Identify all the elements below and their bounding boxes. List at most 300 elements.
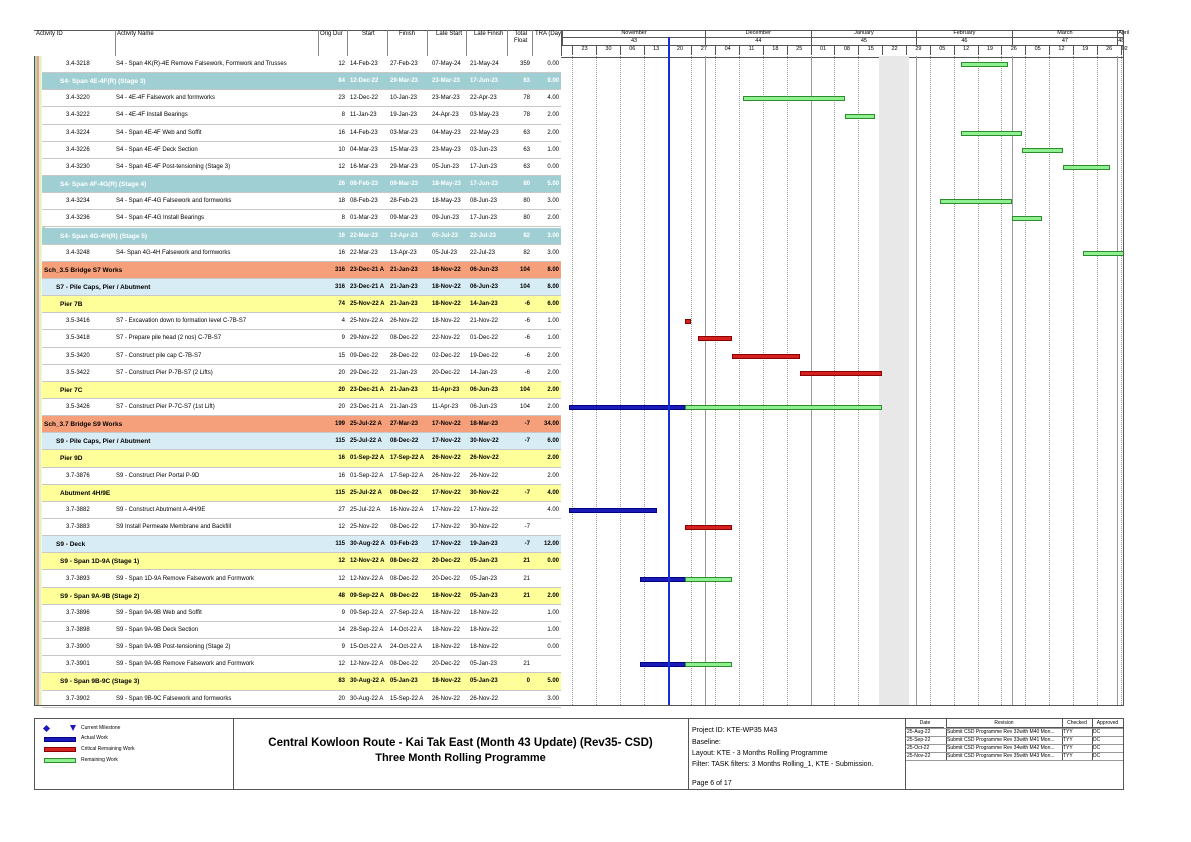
cell-name: S4 - Span 4E-4F Post-tensioning (Stage 3) — [116, 163, 231, 170]
gantt-bar-remaining[interactable] — [845, 114, 876, 119]
gantt-bar-actual[interactable] — [640, 662, 688, 667]
revision-row-line — [906, 728, 1123, 729]
cell-dur: 12 — [338, 575, 345, 582]
week-label: 04 — [715, 46, 739, 55]
cell-finish: 15-Mar-23 — [390, 146, 418, 153]
table-row[interactable] — [42, 210, 561, 227]
col-late-finish[interactable]: Late Finish — [474, 31, 504, 37]
gantt-bar-remaining[interactable] — [1022, 148, 1063, 153]
cell-ls: 18-Nov-22 — [432, 318, 461, 325]
legend-actual-work: Actual Work — [81, 735, 108, 741]
table-row[interactable] — [42, 519, 561, 536]
cell-ls: 18-Nov-22 — [432, 644, 461, 651]
cell-finish: 16-Nov-22 A — [390, 506, 424, 513]
cell-dur: 9 — [341, 609, 345, 616]
revision-divider — [1062, 719, 1063, 761]
cell-name: S4- Span 4E-4F(R) (Stage 3) — [60, 78, 146, 86]
week-gridline — [739, 56, 740, 705]
cell-ls: 17-Nov-22 — [432, 421, 461, 428]
legend-current-milestone: Current Milestone — [81, 725, 121, 731]
wbs-row[interactable] — [42, 176, 561, 193]
cell-tf: -6 — [524, 369, 530, 376]
cell-start: 29-Nov-22 — [350, 335, 379, 342]
cell-finish: 14-Oct-22 A — [390, 626, 423, 633]
table-row[interactable] — [42, 56, 561, 73]
wbs-row[interactable] — [42, 588, 561, 605]
cell-id: 3.5-3416 — [66, 318, 90, 325]
week-label: 06 — [620, 46, 644, 55]
cell-id: 3.7-3898 — [66, 626, 90, 633]
month-gridline — [811, 56, 812, 705]
table-row[interactable] — [42, 159, 561, 176]
wbs-row[interactable] — [42, 433, 561, 450]
cell-ls: 05-Jul-23 — [432, 249, 458, 256]
table-row[interactable] — [42, 468, 561, 485]
month-label: February — [916, 30, 1011, 38]
cell-ls: 20-Dec-22 — [432, 661, 461, 668]
table-row[interactable] — [42, 193, 561, 210]
week-label: 25 — [787, 46, 811, 55]
wbs-row[interactable] — [42, 450, 561, 467]
month-label: April — [1118, 30, 1130, 36]
cell-ls: 18-Nov-22 — [432, 626, 461, 633]
revision-cell: DC — [1093, 729, 1101, 735]
cell-finish: 08-Dec-22 — [390, 489, 419, 496]
week-gridline — [978, 56, 979, 705]
cell-finish: 08-Dec-22 — [390, 524, 419, 531]
cell-tra: 2.00 — [547, 592, 559, 599]
cell-finish: 15-Sep-22 A — [390, 695, 424, 702]
wbs-row[interactable] — [42, 262, 561, 279]
cell-finish: 21-Jan-23 — [390, 283, 418, 290]
cell-tra: 3.00 — [547, 695, 559, 702]
month-gridline — [916, 56, 917, 705]
cell-dur: 316 — [334, 266, 345, 273]
cell-tra: 6.00 — [547, 301, 559, 308]
cell-lf: 05-Jan-23 — [470, 558, 498, 565]
cell-ls: 05-Jul-23 — [432, 232, 459, 239]
cell-start: 09-Sep-22 A — [350, 609, 384, 616]
table-bottom-border — [34, 705, 1124, 706]
cell-lf: 26-Nov-22 — [470, 455, 499, 462]
holiday-shading — [879, 56, 910, 705]
cell-tra: 3.00 — [547, 249, 559, 256]
cell-dur: 16 — [338, 472, 345, 479]
col-start[interactable]: Start — [362, 31, 375, 37]
report-title: Central Kowloon Route - Kai Tak East (Month 43 Update) (Rev35- CSD) — [268, 737, 653, 749]
cell-name: S9 - Deck — [56, 541, 86, 549]
cell-lf: 06-Jun-23 — [470, 283, 499, 290]
cell-dur: 8 — [341, 215, 345, 222]
month-label: January — [811, 30, 917, 38]
cell-start: 09-Dec-22 — [350, 352, 379, 359]
cell-finish: 29-Mar-23 — [390, 78, 419, 85]
table-row[interactable] — [42, 605, 561, 622]
cell-name: S9 - Span 9A-9B Post-tensioning (Stage 2) — [116, 644, 231, 651]
gantt-bar-critical[interactable] — [685, 319, 692, 324]
week-label: 26 — [1097, 46, 1121, 55]
table-row[interactable] — [42, 90, 561, 107]
cell-tra: 2.00 — [547, 215, 559, 222]
table-row[interactable] — [42, 142, 561, 159]
cell-ls: 18-Nov-22 — [432, 609, 461, 616]
cell-tf: 80 — [523, 181, 530, 188]
cell-ls: 18-May-23 — [432, 181, 462, 188]
cell-name: S7 - Construct Pier P-7B-S7 (2 Lifts) — [116, 369, 213, 376]
cell-tf: 82 — [523, 232, 530, 239]
cell-tra: 1.00 — [547, 609, 559, 616]
cell-ls: 17-Nov-22 — [432, 541, 461, 548]
cell-dur: 12 — [338, 524, 345, 531]
cell-lf: 17-Nov-22 — [470, 506, 499, 513]
cell-start: 09-Sep-22 A — [350, 592, 385, 599]
gantt-bar-critical[interactable] — [698, 336, 732, 341]
gantt-bar-remaining[interactable] — [685, 662, 733, 667]
cell-finish: 21-Jan-23 — [390, 404, 418, 410]
cell-tra: 3.00 — [547, 232, 559, 239]
col-finish[interactable]: Finish — [399, 31, 416, 37]
cell-id: 3.7-3902 — [66, 695, 90, 702]
cell-tf: -7 — [524, 421, 530, 428]
col-activity-name[interactable]: Activity Name — [117, 31, 154, 37]
col-total-float-line2: Float — [514, 38, 528, 44]
table-row[interactable] — [42, 502, 561, 519]
cell-dur: 8 — [341, 112, 345, 119]
cell-tra: 2.00 — [547, 352, 559, 359]
cell-name: S7 - Excavation down to formation level C-7B-S7 — [116, 318, 247, 325]
cell-tf: -7 — [524, 541, 530, 548]
legend-actual-swatch — [44, 737, 76, 742]
cell-lf: 05-Jan-23 — [470, 592, 498, 599]
cell-tra: 12.00 — [543, 541, 559, 548]
cell-tra: 2.00 — [547, 472, 559, 479]
cell-tf: 104 — [519, 386, 530, 393]
revision-cell: TYY — [1063, 745, 1073, 751]
cell-tra: 5.00 — [547, 678, 559, 685]
cell-name: S4 - 4E-4F Falsework and formworks — [116, 95, 216, 102]
revision-row-line — [906, 744, 1123, 745]
revision-cell: 25-Oct-22 — [907, 745, 930, 751]
cell-dur: 16 — [338, 129, 345, 136]
cell-finish: 08-Dec-22 — [390, 661, 419, 668]
cell-start: 30-Aug-22 A — [350, 541, 385, 548]
cell-finish: 08-Dec-22 — [390, 558, 419, 565]
gantt-bar-remaining[interactable] — [1063, 165, 1111, 170]
table-row[interactable] — [42, 348, 561, 365]
week-label: 05 — [1025, 46, 1049, 55]
cell-name: S7 - Construct pile cap C-7B-S7 — [116, 352, 202, 359]
cell-start: 25-Nov-22 A — [350, 318, 384, 325]
cell-name: S9 - Construct Abutment A-4H/9E — [116, 506, 206, 513]
col-activity-id[interactable]: Activity ID — [36, 31, 63, 37]
col-late-start[interactable]: Late Start — [436, 31, 463, 37]
wbs-row[interactable] — [42, 673, 561, 690]
cell-start: 22-Mar-23 — [350, 232, 379, 239]
wbs-row[interactable] — [42, 228, 561, 245]
table-row[interactable] — [42, 365, 561, 382]
revision-cell: 25-Aug-22 — [907, 729, 931, 735]
cell-lf: 21-Nov-22 — [470, 318, 499, 325]
data-date-line — [668, 37, 670, 705]
cell-dur: 10 — [338, 146, 345, 153]
cell-ls: 22-Nov-22 — [432, 335, 461, 342]
cell-tf: 80 — [523, 198, 530, 205]
cell-start: 29-Dec-22 — [350, 369, 379, 376]
wbs-row[interactable] — [42, 485, 561, 502]
gantt-bar-critical[interactable] — [800, 371, 882, 376]
cell-start: 08-Feb-23 — [350, 181, 379, 188]
cell-id: 3.7-3901 — [66, 661, 90, 668]
month-number: 47 — [1012, 38, 1118, 46]
cell-id: 3.4-3220 — [66, 95, 90, 102]
cell-finish: 29-Mar-23 — [390, 163, 418, 170]
cell-dur: 16 — [338, 455, 345, 462]
cell-lf: 22-Jul-23 — [470, 232, 497, 239]
cell-name: S7 - Pile Caps, Pier / Abutment — [56, 283, 151, 291]
cell-tra: 4.00 — [547, 95, 559, 102]
cell-tf: 21 — [523, 558, 530, 565]
revision-cell: Submit CSD Programme Rev 33with M41 Mon... — [947, 737, 1055, 743]
gantt-bar-critical[interactable] — [732, 354, 800, 359]
month-gridline — [1012, 56, 1013, 705]
cell-dur: 316 — [334, 283, 345, 290]
cell-start: 23-Dec-21 A — [350, 386, 385, 393]
month-number: 46 — [916, 38, 1011, 46]
week-label: 29 — [906, 46, 930, 55]
cell-lf: 05-Jan-23 — [470, 661, 498, 668]
gantt-bar-actual[interactable] — [640, 577, 688, 582]
cell-tf: -6 — [524, 352, 530, 359]
cell-id: 3.5-3422 — [66, 369, 90, 376]
cell-dur: 12 — [338, 661, 345, 668]
wbs-row[interactable] — [42, 416, 561, 433]
cell-name: S9 - Construct Pier Portal P-9D — [116, 472, 200, 479]
cell-tra: 4.00 — [547, 489, 559, 496]
cell-finish: 27-Feb-23 — [390, 61, 418, 67]
cell-dur: 12 — [338, 61, 345, 67]
cell-ls: 04-May-23 — [432, 129, 461, 136]
week-label: 15 — [858, 46, 882, 55]
cell-finish: 10-Jan-23 — [390, 95, 418, 102]
revision-cell: TYY — [1063, 729, 1073, 735]
cell-ls: 26-Nov-22 — [432, 455, 461, 462]
cell-name: Sch_3.5 Bridge S7 Works — [44, 266, 123, 274]
table-row[interactable] — [42, 107, 561, 124]
gantt-bar-remaining[interactable] — [743, 96, 845, 101]
gantt-bar-remaining[interactable] — [1012, 216, 1043, 221]
cell-name: S4 - Span 4F-4G Falsework and formworks — [116, 198, 232, 205]
cell-name: S9 - Span 9A-9B (Stage 2) — [60, 592, 140, 600]
cell-lf: 14-Jan-23 — [470, 369, 498, 376]
table-row[interactable] — [42, 245, 561, 262]
cell-start: 16-Mar-23 — [350, 163, 378, 170]
cell-ls: 09-Jun-23 — [432, 215, 460, 222]
cell-tra: 2.00 — [547, 404, 559, 410]
table-row[interactable] — [42, 125, 561, 142]
gantt-bar-actual[interactable] — [569, 508, 658, 513]
cell-start: 01-Sep-22 A — [350, 472, 384, 479]
cell-lf: 19-Dec-22 — [470, 352, 499, 359]
gantt-bar-remaining[interactable] — [685, 405, 883, 410]
cell-dur: 20 — [338, 404, 345, 410]
cell-ls: 26-Nov-22 — [432, 695, 461, 702]
cell-finish: 13-Apr-23 — [390, 249, 417, 256]
cell-ls: 20-Dec-22 — [432, 558, 461, 565]
cell-lf: 06-Jun-23 — [470, 404, 498, 410]
cell-dur: 12 — [338, 558, 345, 565]
cell-lf: 17-Jun-23 — [470, 215, 498, 222]
week-gridline — [691, 56, 692, 705]
week-gridline — [1001, 56, 1002, 705]
gantt-bar-remaining[interactable] — [1083, 251, 1124, 256]
cell-finish: 08-Dec-22 — [390, 592, 419, 599]
cell-id: 3.4-3222 — [66, 112, 90, 119]
gantt-bar-remaining[interactable] — [961, 131, 1022, 136]
cell-id: 3.5-3426 — [66, 404, 90, 410]
table-row[interactable] — [42, 571, 561, 588]
revision-divider — [1092, 719, 1093, 761]
cell-lf: 30-Nov-22 — [470, 438, 499, 445]
cell-finish: 19-Jan-23 — [390, 112, 418, 119]
page-number: Page 6 of 17 — [692, 780, 732, 787]
wbs-row[interactable] — [42, 536, 561, 553]
cell-ls: 26-Nov-22 — [432, 472, 461, 479]
wbs-row[interactable] — [42, 382, 561, 399]
col-total-float[interactable] — [514, 31, 527, 45]
revision-header: Date — [906, 719, 944, 728]
cell-dur: 115 — [335, 541, 345, 548]
cell-id: 3.4-3224 — [66, 129, 90, 136]
col-tra[interactable]: TRA (Day — [535, 31, 562, 37]
cell-tra: 0.00 — [547, 163, 559, 170]
cell-name: S9 - Span 1D-9A Remove Falsework and Formwork — [116, 575, 255, 582]
gantt-bar-actual[interactable] — [569, 405, 688, 410]
table-row[interactable] — [42, 639, 561, 656]
table-row[interactable] — [42, 622, 561, 639]
cell-start: 01-Sep-22 A — [350, 455, 385, 462]
gantt-bar-remaining[interactable] — [685, 577, 733, 582]
table-row[interactable] — [42, 330, 561, 347]
cell-lf: 05-Jan-23 — [470, 575, 498, 582]
table-row[interactable] — [42, 656, 561, 673]
cell-dur: 20 — [338, 369, 345, 376]
cell-start: 14-Feb-23 — [350, 129, 378, 136]
cell-dur: 16 — [338, 232, 345, 239]
revision-cell: 25-Nov-22 — [907, 753, 931, 759]
week-label: 13 — [644, 46, 668, 55]
cell-start: 12-Dec-22 — [350, 78, 379, 85]
cell-ls: 23-Mar-23 — [432, 78, 461, 85]
cell-id: 3.4-3230 — [66, 163, 90, 170]
week-gridline — [715, 56, 716, 705]
table-row[interactable] — [42, 399, 561, 416]
cell-id: 3.4-3236 — [66, 215, 90, 222]
gantt-bar-remaining[interactable] — [940, 199, 1012, 204]
cell-tra: 8.00 — [547, 266, 559, 273]
cell-id: 3.7-3882 — [66, 506, 90, 513]
week-gridline — [1073, 56, 1074, 705]
cell-tra: 1.00 — [547, 335, 559, 342]
week-label: 27 — [691, 46, 715, 55]
cell-tra: 2.00 — [547, 369, 559, 376]
month-gridline — [1117, 56, 1118, 705]
cell-name: S4 - Span 4F-4G Install Bearings — [116, 215, 205, 222]
cell-start: 28-Sep-22 A — [350, 626, 384, 633]
cell-start: 30-Aug-22 A — [350, 678, 385, 685]
cell-tra: 0.00 — [547, 644, 559, 651]
cell-tra: 5.00 — [547, 181, 559, 188]
cell-ls: 18-Nov-22 — [432, 266, 461, 273]
cell-dur: 15 — [338, 352, 345, 359]
cell-finish: 26-Nov-22 — [390, 318, 419, 325]
wbs-row[interactable] — [42, 553, 561, 570]
month-number: 45 — [811, 38, 917, 46]
cell-id: 3.4-3226 — [66, 146, 90, 153]
cell-start: 23-Dec-21 A — [350, 266, 385, 273]
cell-dur: 23 — [338, 95, 345, 102]
cell-start: 23-Dec-21 A — [350, 404, 384, 410]
cell-finish: 03-Mar-23 — [390, 129, 418, 136]
cell-tf: 21 — [523, 661, 530, 668]
cell-tf: -7 — [524, 489, 530, 496]
week-gridline — [620, 56, 621, 705]
cell-start: 01-Mar-23 — [350, 215, 378, 222]
cell-ls: 11-Apr-23 — [432, 404, 459, 410]
cell-name: S7 - Construct Pier P-7C-S7 (1st Lift) — [116, 404, 215, 410]
cell-lf: 03-Jun-23 — [470, 146, 498, 153]
cell-finish: 08-Dec-22 — [390, 438, 419, 445]
week-label: 05 — [930, 46, 954, 55]
week-label: 08 — [834, 46, 858, 55]
cell-tra: 34.00 — [543, 421, 559, 428]
wbs-row[interactable] — [42, 73, 561, 90]
cell-ls: 23-May-23 — [432, 146, 461, 153]
cell-start: 15-Oct-22 A — [350, 644, 383, 651]
cell-lf: 18-Nov-22 — [470, 644, 499, 651]
cell-name: S4- Span 4G-4H(R) (Stage 5) — [60, 232, 148, 240]
cell-lf: 14-Jan-23 — [470, 301, 498, 308]
wbs-row[interactable] — [42, 296, 561, 313]
cell-ls: 20-Dec-22 — [432, 369, 461, 376]
cell-lf: 26-Nov-22 — [470, 695, 499, 702]
cell-name: S9 Install Permeate Membrane and Backfill — [116, 524, 232, 531]
cell-lf: 08-Jun-23 — [470, 198, 498, 205]
cell-tf: 80 — [523, 215, 530, 222]
table-row[interactable] — [42, 313, 561, 330]
cell-finish: 21-Jan-23 — [390, 369, 418, 376]
gantt-bar-remaining[interactable] — [961, 62, 1009, 67]
cell-dur: 18 — [338, 198, 345, 205]
cell-tf: 0 — [526, 678, 530, 685]
cell-finish: 28-Dec-22 — [390, 352, 419, 359]
col-orig-dur[interactable]: Orig Dur — [320, 31, 343, 37]
gantt-bar-critical[interactable] — [685, 525, 733, 530]
month-number: 43 — [562, 38, 705, 46]
cell-name: Pier 9D — [60, 455, 83, 463]
cell-dur: 4 — [341, 318, 345, 325]
revision-cell: Submit CSD Programme Rev 35with M43 Mon... — [947, 753, 1055, 759]
week-label: 12 — [954, 46, 978, 55]
cell-dur: 9 — [341, 644, 345, 651]
wbs-row[interactable] — [42, 279, 561, 296]
cell-finish: 21-Jan-23 — [390, 301, 418, 308]
cell-ls: 07-May-24 — [432, 61, 461, 67]
week-label: 12 — [1049, 46, 1073, 55]
week-label: 19 — [1073, 46, 1097, 55]
week-gridline — [858, 56, 859, 705]
cell-name: S9 - Span 9B-9C (Stage 3) — [60, 678, 140, 686]
project-id: Project ID: KTE-WP35 M43 — [692, 727, 778, 734]
